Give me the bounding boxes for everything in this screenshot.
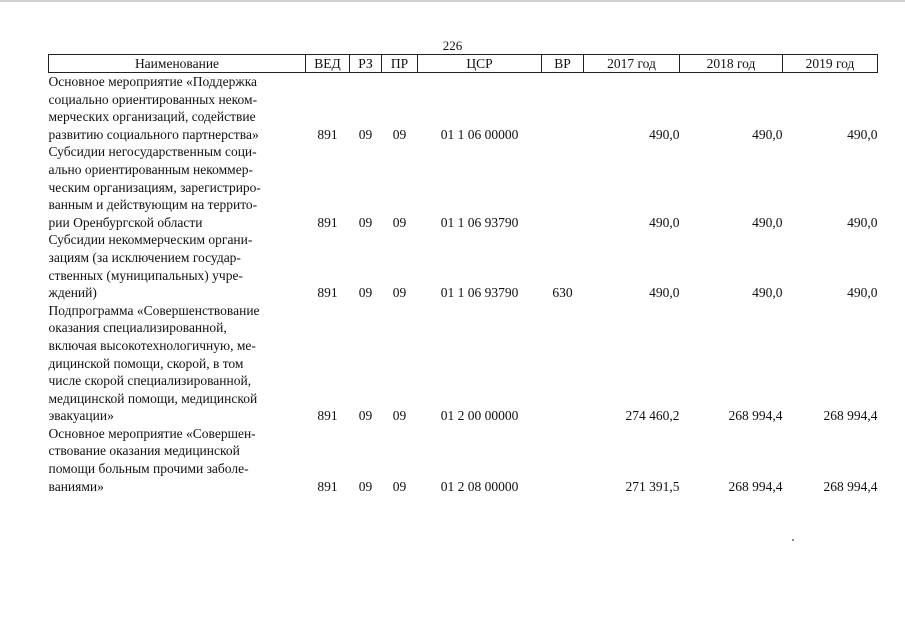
cell-2018: 490,0 xyxy=(752,126,783,142)
header-2019: 2019 год xyxy=(783,55,878,73)
row-name-line: ствование оказания медицинской xyxy=(48,443,240,459)
cell-vr: 630 xyxy=(552,285,573,301)
table-header-row xyxy=(49,55,878,73)
header-2018: 2018 год xyxy=(680,55,783,73)
cell-vr xyxy=(542,425,584,495)
cell-ved: 891 xyxy=(317,214,338,230)
row-name-line: ваниями» xyxy=(48,478,104,494)
cell-rz: 09 xyxy=(358,214,373,230)
header-name: Наименование xyxy=(49,55,306,73)
scan-edge-line xyxy=(0,0,905,2)
cell-2017: 490,0 xyxy=(649,214,680,230)
row-name xyxy=(49,231,306,301)
cell-rz: 09 xyxy=(358,285,373,301)
row-name-line: включая высокотехнологичную, ме- xyxy=(48,337,256,353)
header-pr: ПР xyxy=(382,55,418,73)
row-name-line: Субсидии некоммерческим органи- xyxy=(48,232,253,248)
row-name xyxy=(49,302,306,425)
cell-rz: 09 xyxy=(358,478,373,494)
cell-ved: 891 xyxy=(317,408,338,424)
cell-vr xyxy=(542,73,584,144)
header-2017: 2017 год xyxy=(584,55,680,73)
row-name-line: Основное мероприятие «Совершен- xyxy=(48,425,256,441)
cell-2019: 490,0 xyxy=(847,285,878,301)
table-row xyxy=(49,231,878,301)
cell-2018: 268 994,4 xyxy=(728,408,783,424)
table-row xyxy=(49,425,878,495)
row-name-line: эвакуации» xyxy=(48,408,114,424)
cell-2019: 490,0 xyxy=(847,126,878,142)
row-name-line: ческим организациям, зарегистриро- xyxy=(48,179,261,195)
cell-2017: 490,0 xyxy=(649,285,680,301)
cell-csr: 01 1 06 93790 xyxy=(440,285,519,301)
cell-csr: 01 2 08 00000 xyxy=(440,478,519,494)
cell-pr: 09 xyxy=(392,408,407,424)
row-name xyxy=(49,73,306,144)
row-name-line: ждений) xyxy=(48,285,97,301)
cell-2017: 271 391,5 xyxy=(625,478,680,494)
table-row xyxy=(49,302,878,425)
row-name-line: развитию социального партнерства» xyxy=(48,126,259,142)
row-name-line: Субсидии негосударственным соци- xyxy=(48,144,257,160)
row-name-line: ственных (муниципальных) учре- xyxy=(48,267,243,283)
row-name-line: Основное мероприятие «Поддержка xyxy=(48,74,258,89)
row-name-line: ванным и действующим на террито- xyxy=(48,197,258,213)
row-name xyxy=(49,143,306,231)
cell-2019: 490,0 xyxy=(847,214,878,230)
cell-2019: 268 994,4 xyxy=(823,408,878,424)
cell-vr xyxy=(542,302,584,425)
cell-pr: 09 xyxy=(392,285,407,301)
row-name-line: ально ориентированным некоммер- xyxy=(48,161,253,177)
row-name-line: рии Оренбургской области xyxy=(48,214,203,230)
row-name-line: помощи больным прочими заболе- xyxy=(48,461,249,477)
scan-speck xyxy=(792,539,794,541)
row-name-line: Подпрограмма «Совершенствование xyxy=(48,302,260,318)
table-row xyxy=(49,73,878,144)
row-name-line: мерческих организаций, содействие xyxy=(48,109,256,125)
cell-rz: 09 xyxy=(358,408,373,424)
header-ved: ВЕД xyxy=(306,55,350,73)
row-name-line: оказания специализированной, xyxy=(48,320,227,336)
row-name-line: дицинской помощи, скорой, в том xyxy=(48,355,244,371)
cell-2017: 490,0 xyxy=(649,126,680,142)
cell-pr: 09 xyxy=(392,126,407,142)
cell-2017: 274 460,2 xyxy=(625,408,680,424)
header-vr: ВР xyxy=(542,55,584,73)
cell-2018: 490,0 xyxy=(752,214,783,230)
cell-csr: 01 1 06 93790 xyxy=(440,214,519,230)
cell-ved: 891 xyxy=(317,285,338,301)
row-name-line: медицинской помощи, медицинской xyxy=(48,390,258,406)
cell-csr: 01 1 06 00000 xyxy=(440,126,519,142)
row-name-line: зациям (за исключением государ- xyxy=(48,249,241,265)
header-csr: ЦСР xyxy=(418,55,542,73)
cell-rz: 09 xyxy=(358,126,373,142)
cell-ved: 891 xyxy=(317,126,338,142)
cell-csr: 01 2 00 00000 xyxy=(440,408,519,424)
budget-table xyxy=(48,54,878,495)
cell-pr: 09 xyxy=(392,214,407,230)
cell-ved: 891 xyxy=(317,478,338,494)
cell-2018: 268 994,4 xyxy=(728,478,783,494)
row-name-line: числе скорой специализированной, xyxy=(48,373,252,389)
row-name xyxy=(49,425,306,495)
cell-vr xyxy=(542,143,584,231)
page-number: 226 xyxy=(442,38,463,53)
cell-2018: 490,0 xyxy=(752,285,783,301)
row-name-line: социально ориентированных неком- xyxy=(48,91,258,107)
header-rz: РЗ xyxy=(350,55,382,73)
table-row xyxy=(49,143,878,231)
cell-2019: 268 994,4 xyxy=(823,478,878,494)
cell-pr: 09 xyxy=(392,478,407,494)
